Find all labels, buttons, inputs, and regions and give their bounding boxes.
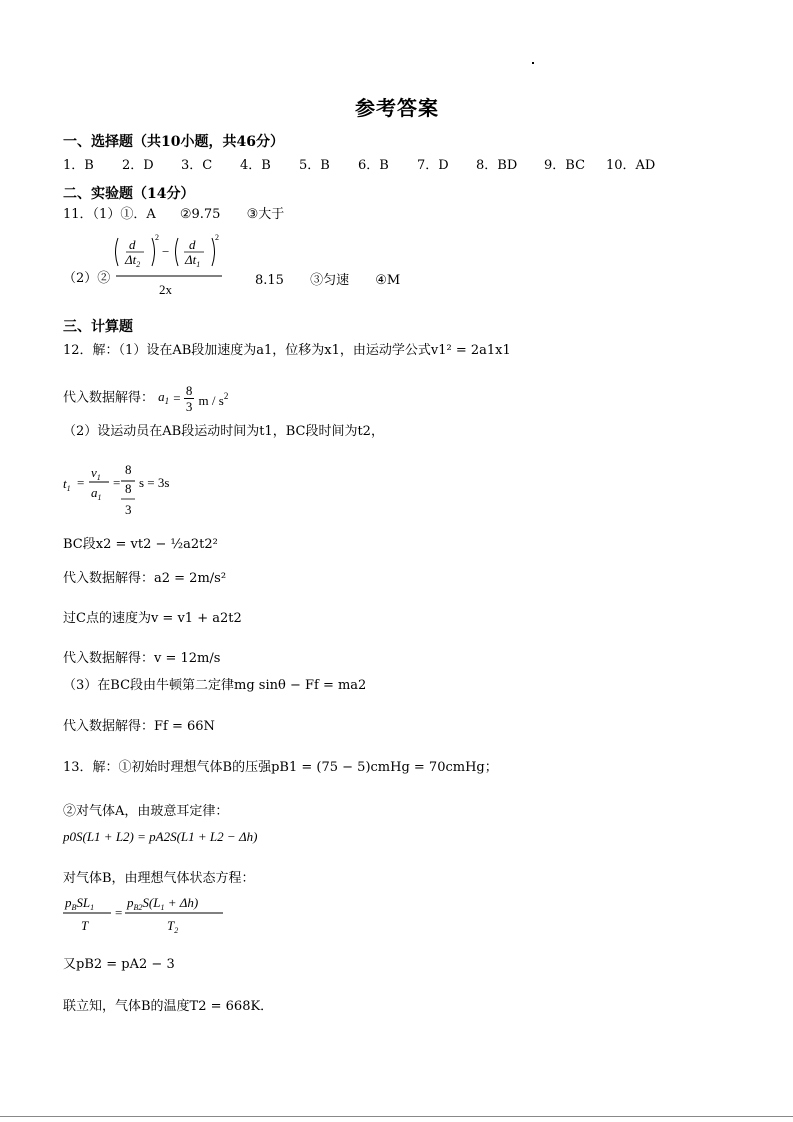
choice-9: 9．BC bbox=[544, 158, 586, 173]
q11-part1 bbox=[63, 207, 284, 223]
q13-line6: 又pB2 = pA2 − 3 bbox=[63, 957, 175, 972]
q12-line8: 代入数据解得：v = 12m/s bbox=[63, 651, 221, 666]
choice-5: 5．B bbox=[299, 158, 330, 173]
svg-text:d: d bbox=[129, 237, 136, 252]
q11-2-s3: ③匀速 bbox=[310, 273, 350, 288]
q12-line5: BC段x2 = vt2 − ½a2t2² bbox=[63, 537, 218, 552]
svg-text:v1: $v_1$ bbox=[91, 465, 101, 482]
svg-text:8: 8 bbox=[125, 462, 132, 477]
q11-formula bbox=[112, 230, 227, 302]
svg-text:d: d bbox=[189, 237, 196, 252]
page-bottom-rule bbox=[0, 1116, 793, 1117]
svg-text:=: = bbox=[115, 905, 123, 920]
svg-text:T2: $T_2$ bbox=[167, 918, 179, 935]
q12-time-formula bbox=[63, 462, 203, 522]
section-2-heading: 二、实验题（14分） bbox=[63, 186, 195, 202]
q12-line7: 过C点的速度为v = v1 + a2t2 bbox=[63, 611, 242, 626]
q11-1-b: ②9.75 bbox=[179, 207, 221, 222]
q12-line2-prefix: 代入数据解得： bbox=[63, 390, 155, 406]
q11-2-value: 8.15 bbox=[255, 273, 284, 288]
svg-text:3: 3 bbox=[125, 502, 132, 517]
svg-text:8: 8 bbox=[125, 481, 132, 496]
choice-4: 4．B bbox=[240, 158, 271, 173]
q12-time-result: s = 3s bbox=[139, 475, 170, 490]
q11-1-a: 11．（1）①．A bbox=[63, 207, 156, 222]
q13-line1: 13．解：①初始时理想气体B的压强pB1 = (75 − 5)cmHg = 70cmHg； bbox=[63, 760, 498, 775]
q11-formula-denominator: 2x bbox=[159, 282, 172, 297]
svg-text:2: 2 bbox=[215, 233, 219, 242]
svg-text:Δt2: $\Delta t_2$ bbox=[125, 252, 141, 269]
q11-2-s4: ④M bbox=[375, 273, 401, 288]
q11-part2-prefix: （2）② bbox=[63, 271, 111, 286]
choice-6: 6．B bbox=[358, 158, 389, 173]
choice-2: 2．D bbox=[122, 158, 154, 173]
svg-text:pB2S(L1 + Δh): $p_{B2}S(L_1 + \Delta h)$ bbox=[127, 895, 199, 912]
q12-line3: （2）设运动员在AB段运动时间为t1，BC段时间为t2， bbox=[63, 424, 384, 439]
choice-1: 1．B bbox=[63, 158, 94, 173]
svg-text:Δt1: $\Delta t_1$ bbox=[185, 252, 201, 269]
svg-text:T: T bbox=[81, 918, 89, 933]
q13-line4: 对气体B，由理想气体状态方程： bbox=[63, 871, 255, 886]
svg-text:a1: $a_1$ bbox=[91, 485, 102, 502]
choice-3: 3．C bbox=[181, 158, 213, 173]
choice-answers bbox=[63, 158, 655, 174]
svg-text:pBSL1: $p_BSL_1$ bbox=[65, 895, 95, 912]
choice-7: 7．D bbox=[417, 158, 449, 173]
q11-part2-rest bbox=[255, 273, 400, 289]
q13-line3: p0S(L1 + L2) = pA2S(L1 + L2 − Δh) bbox=[63, 829, 258, 844]
svg-text:=: = bbox=[77, 475, 85, 490]
q13-line2: ②对气体A，由玻意耳定律： bbox=[63, 804, 229, 819]
svg-text:=: = bbox=[113, 475, 121, 490]
choice-8: 8．BD bbox=[476, 158, 518, 173]
q12-line2: 代入数据解得： $a_1$ = $\frac{8}{3}$ m / $s^2$ bbox=[63, 383, 229, 414]
q13-line7: 联立知，气体B的温度T2 = 668K． bbox=[63, 999, 274, 1014]
q13-state-equation bbox=[63, 890, 233, 936]
stray-dot bbox=[532, 62, 534, 64]
choice-10: 10．AD bbox=[606, 158, 656, 173]
q12-line10: 代入数据解得：Ff = 66N bbox=[63, 719, 215, 734]
q12-line1: 12．解：（1）设在AB段加速度为a1，位移为x1，由运动学公式v1² = 2a1x1 bbox=[63, 343, 511, 358]
section-3-heading: 三、计算题 bbox=[63, 319, 133, 335]
section-1-heading: 一、选择题（共10小题，共46分） bbox=[63, 134, 284, 150]
svg-text:−: − bbox=[162, 244, 170, 259]
svg-text:t1: $t_1$ bbox=[63, 476, 71, 493]
q12-line9: （3）在BC段由牛顿第二定律mg sinθ − Ff = ma2 bbox=[63, 678, 367, 693]
q11-1-c: ③大于 bbox=[246, 207, 285, 222]
q12-line6: 代入数据解得：a2 = 2m/s² bbox=[63, 571, 227, 586]
svg-text:2: 2 bbox=[155, 233, 159, 242]
page-title: 参考答案 bbox=[355, 96, 439, 120]
